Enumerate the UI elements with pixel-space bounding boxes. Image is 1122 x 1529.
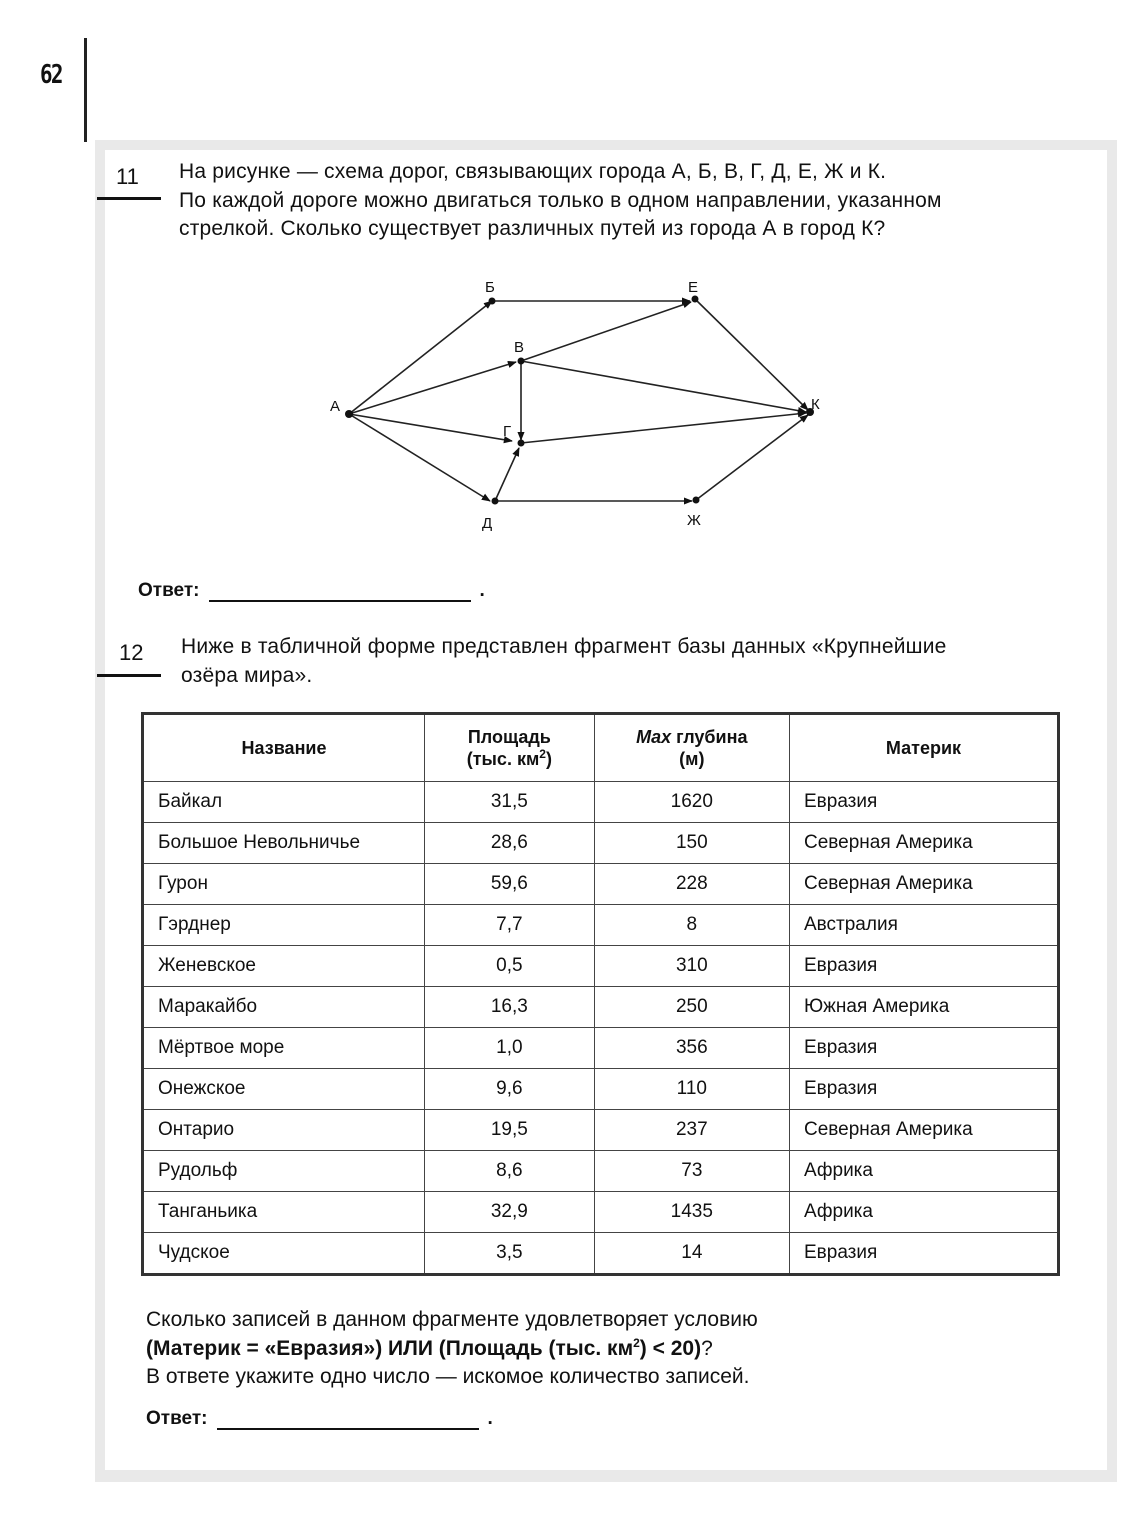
cell-depth: 1620	[594, 782, 789, 823]
task-11-line-1: На рисунке — схема дорог, связывающих города А, Б, В, Г, Д, Е, Ж и К.	[179, 160, 887, 183]
table-row	[143, 1028, 1059, 1069]
cell-depth: 228	[594, 864, 789, 905]
cell-depth: 356	[594, 1028, 789, 1069]
task-12-answer-label: Ответ:	[146, 1408, 208, 1429]
header-area	[425, 714, 595, 782]
table-row	[143, 1233, 1059, 1275]
task-12-answer-dot: .	[487, 1408, 493, 1429]
header-area-close: )	[545, 749, 552, 769]
edge-a-b	[349, 301, 492, 414]
task-12-number: 12	[119, 640, 144, 665]
cell-depth: 110	[594, 1069, 789, 1110]
margin-rule	[84, 38, 87, 142]
label-e: Е	[688, 279, 699, 296]
cell-area: 31,5	[425, 782, 595, 823]
table-row	[143, 987, 1059, 1028]
road-graph	[320, 270, 840, 540]
task-12-question	[146, 1306, 1046, 1392]
node-v	[518, 358, 525, 365]
edge-a-d	[349, 414, 490, 501]
cell-name: Большое Невольничье	[143, 823, 425, 864]
header-area-sup: 2	[539, 747, 546, 761]
task-11-rule	[97, 197, 161, 200]
table-row	[143, 905, 1059, 946]
cell-continent: Южная Америка	[789, 987, 1058, 1028]
task-12-line-2: озёра мира».	[181, 663, 313, 687]
cell-area: 28,6	[425, 823, 595, 864]
header-depth-rest: глубина	[671, 727, 748, 747]
lakes-table	[141, 712, 1060, 1276]
node-g	[518, 440, 525, 447]
cell-area: 3,5	[425, 1233, 595, 1275]
table-row	[143, 864, 1059, 905]
cell-name: Маракайбо	[143, 987, 425, 1028]
cell-area: 19,5	[425, 1110, 595, 1151]
task-11-number: 11	[116, 164, 139, 189]
cell-name: Гэрднер	[143, 905, 425, 946]
cell-area: 32,9	[425, 1192, 595, 1233]
question-line-1: Сколько записей в данном фрагменте удовлетворяет условию	[146, 1308, 758, 1331]
header-area-line2: (тыс. км	[466, 749, 540, 769]
node-d	[492, 498, 499, 505]
cell-continent: Евразия	[789, 782, 1058, 823]
cell-name: Онежское	[143, 1069, 425, 1110]
cell-area: 0,5	[425, 946, 595, 987]
task-11-answer	[138, 580, 485, 602]
table-row	[143, 1110, 1059, 1151]
question-line-3: В ответе укажите одно число — искомое количество записей.	[146, 1365, 750, 1388]
label-a: А	[330, 398, 341, 415]
cell-continent: Африка	[789, 1192, 1058, 1233]
cell-continent: Евразия	[789, 1028, 1058, 1069]
label-d: Д	[482, 515, 493, 532]
cell-continent: Северная Америка	[789, 1110, 1058, 1151]
edge-a-g	[349, 414, 512, 441]
task-11-answer-label: Ответ:	[138, 580, 200, 601]
cell-name: Онтарио	[143, 1110, 425, 1151]
cell-depth: 250	[594, 987, 789, 1028]
cell-area: 9,6	[425, 1069, 595, 1110]
header-depth	[594, 714, 789, 782]
cell-area: 8,6	[425, 1151, 595, 1192]
node-b	[489, 298, 496, 305]
table-header-row	[143, 714, 1059, 782]
task-12-answer-field[interactable]	[217, 1427, 479, 1430]
header-area-line1: Площадь	[467, 727, 551, 747]
page-number: 62	[40, 60, 62, 90]
node-e	[692, 296, 699, 303]
cell-depth: 150	[594, 823, 789, 864]
condition-sup: 2	[633, 1335, 640, 1350]
cell-continent: Евразия	[789, 1233, 1058, 1275]
cell-continent: Африка	[789, 1151, 1058, 1192]
cell-name: Мёртвое море	[143, 1028, 425, 1069]
table-row	[143, 946, 1059, 987]
cell-continent: Евразия	[789, 1069, 1058, 1110]
edge-v-k	[521, 361, 806, 412]
edge-zh-k	[696, 415, 808, 500]
header-continent: Материк	[789, 714, 1058, 782]
cell-area: 7,7	[425, 905, 595, 946]
cell-continent: Евразия	[789, 946, 1058, 987]
label-b: Б	[485, 279, 495, 296]
label-v: В	[514, 339, 525, 356]
cell-depth: 237	[594, 1110, 789, 1151]
cell-depth: 73	[594, 1151, 789, 1192]
task-11-line-3: стрелкой. Сколько существует различных путей из города А в город К?	[179, 217, 886, 240]
task-11-line-2: По каждой дороге можно двигаться только в одном направлении, указанном	[179, 188, 942, 212]
cell-depth: 310	[594, 946, 789, 987]
cell-name: Гурон	[143, 864, 425, 905]
task-12-text	[181, 633, 1045, 690]
cell-name: Рудольф	[143, 1151, 425, 1192]
cell-depth: 14	[594, 1233, 789, 1275]
cell-continent: Австралия	[789, 905, 1058, 946]
label-zh: Ж	[687, 512, 701, 529]
cell-name: Танганьика	[143, 1192, 425, 1233]
table-row	[143, 1192, 1059, 1233]
node-zh	[693, 497, 700, 504]
node-a	[345, 410, 353, 418]
cell-area: 59,6	[425, 864, 595, 905]
table-row	[143, 823, 1059, 864]
condition-part-2: ) < 20)	[639, 1336, 702, 1360]
edge-v-e	[521, 302, 691, 361]
edge-g-k	[521, 413, 806, 443]
cell-name: Чудское	[143, 1233, 425, 1275]
question-condition	[146, 1335, 1046, 1364]
label-k: К	[811, 396, 820, 413]
cell-area: 1,0	[425, 1028, 595, 1069]
edge-e-k	[695, 299, 808, 410]
table-row	[143, 782, 1059, 823]
cell-continent: Северная Америка	[789, 823, 1058, 864]
header-depth-max: Max	[636, 727, 672, 747]
label-g: Г	[503, 423, 512, 440]
condition-question-mark: ?	[701, 1336, 713, 1360]
header-name: Название	[143, 714, 425, 782]
task-12-rule	[97, 674, 161, 677]
cell-continent: Северная Америка	[789, 864, 1058, 905]
task-11-answer-dot: .	[479, 580, 485, 601]
table-row	[143, 1151, 1059, 1192]
task-11-text	[179, 158, 1043, 244]
task-12-line-1: Ниже в табличной форме представлен фрагмент базы данных «Крупнейшие	[181, 635, 947, 658]
cell-depth: 1435	[594, 1192, 789, 1233]
cell-name: Женевское	[143, 946, 425, 987]
cell-depth: 8	[594, 905, 789, 946]
header-depth-unit: (м)	[679, 749, 705, 769]
edge-d-g	[495, 448, 519, 501]
cell-name: Байкал	[143, 782, 425, 823]
edge-a-v	[349, 362, 516, 414]
task-11-answer-field[interactable]	[209, 599, 471, 602]
condition-part-1: (Материк = «Евразия») ИЛИ (Площадь (тыс. км	[146, 1336, 634, 1360]
task-12-answer	[146, 1408, 493, 1430]
cell-area: 16,3	[425, 987, 595, 1028]
table-row	[143, 1069, 1059, 1110]
